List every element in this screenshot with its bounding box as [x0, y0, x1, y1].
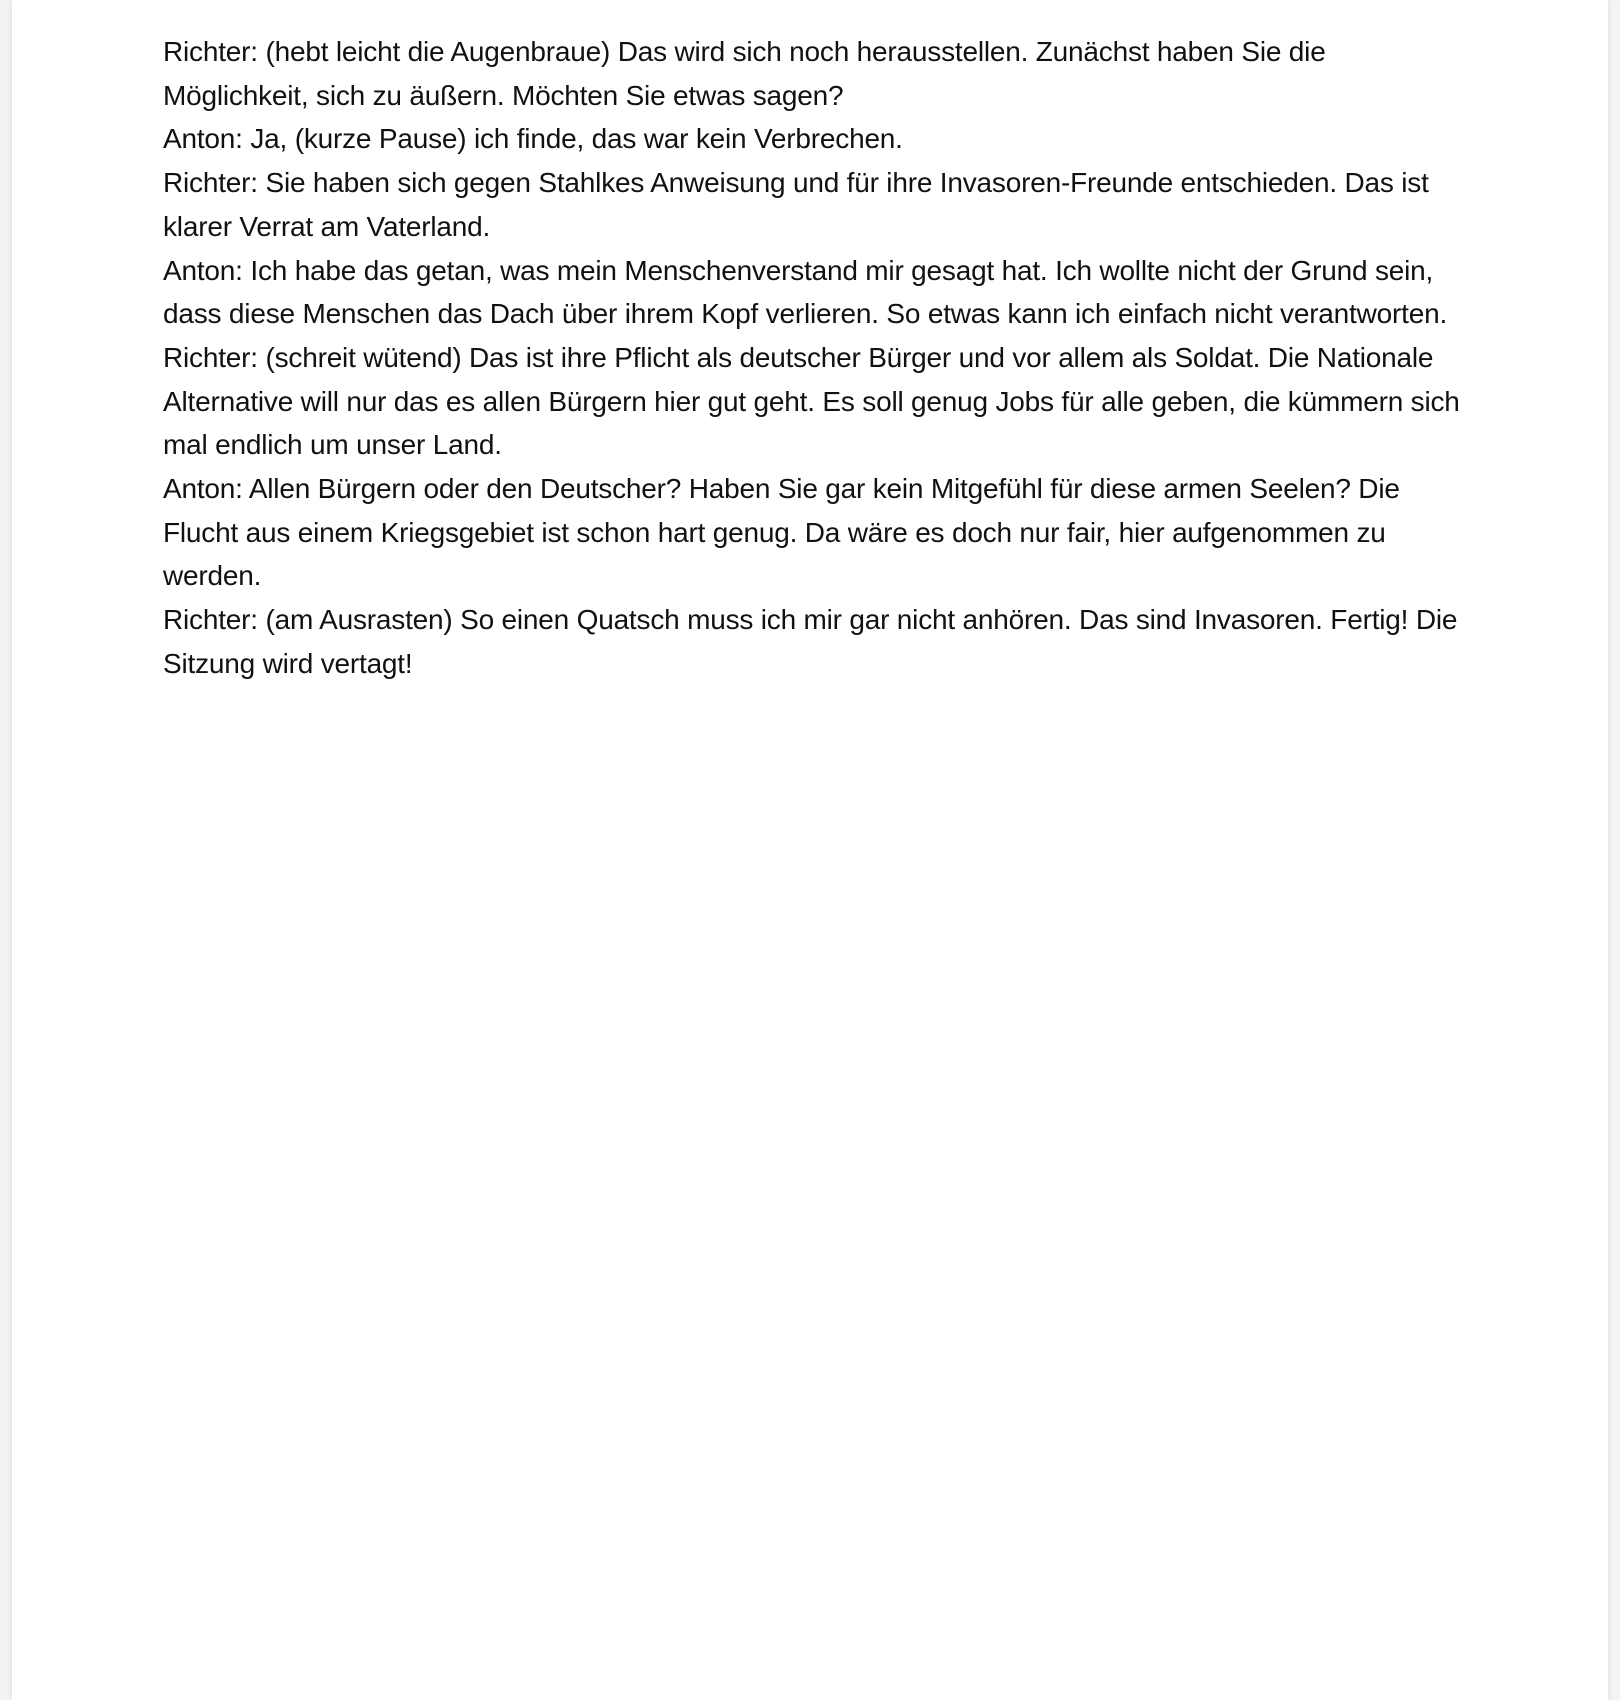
speaker-label: Richter: — [163, 604, 258, 636]
dialogue-line-7 — [163, 598, 1463, 685]
dialogue-line-1 — [163, 30, 1463, 117]
spoken-text: (hebt leicht die Augenbraue) Das wird sich noch herausstellen. Zunächst haben Sie die Möglichkeit, sich zu äußern. Möchten Sie etwas sagen? — [163, 36, 1326, 111]
dialogue-line-5 — [163, 336, 1463, 467]
speaker-label: Richter: — [163, 36, 258, 67]
document-page — [12, 0, 1608, 1700]
speaker-label: Anton: — [163, 254, 243, 286]
spoken-text: Ja, (kurze Pause) ich finde, das war kein Verbrechen. — [250, 123, 903, 155]
dialogue-line-4 — [163, 249, 1463, 336]
spoken-text: (am Ausrasten) So einen Quatsch muss ich mir gar nicht anhören. Das sind Invasoren. Fertig! Die Sitzung wird vertagt! — [163, 604, 1458, 679]
spoken-text: Allen Bürgern oder den Deutscher? Haben Sie gar kein Mitgefühl für diese armen Seelen? Die Flucht aus einem Kriegsgebiet ist schon hart genug. Da wäre es doch nur fair, hier aufgenommen zu werden. — [163, 473, 1400, 592]
spoken-text: Sie haben sich gegen Stahlkes Anweisung und für ihre Invasoren-Freunde entschieden. Das ist klarer Verrat am Vaterland. — [163, 167, 1429, 242]
dialogue-line-2 — [163, 117, 1463, 161]
speaker-label: Anton: — [163, 473, 243, 505]
dialogue-text — [163, 30, 1463, 686]
speaker-label: Anton: — [163, 123, 243, 155]
speaker-label: Richter: — [163, 167, 258, 199]
dialogue-line-3 — [163, 161, 1463, 248]
spoken-text: Ich habe das getan, was mein Menschenverstand mir gesagt hat. Ich wollte nicht der Grund sein, dass diese Menschen das Dach über ihrem Kopf verlieren. So etwas kann ich einfach nicht verantworten. — [163, 254, 1448, 330]
spoken-text: (schreit wütend) Das ist ihre Pflicht als deutscher Bürger und vor allem als Soldat. Die Nationale Alternative will nur das es allen Bürgern hier gut geht. Es soll genug Jobs für alle geben, die kümmern sich mal endlich um unser Land. — [163, 341, 1460, 461]
dialogue-line-6 — [163, 467, 1463, 598]
speaker-label: Richter: — [163, 341, 258, 373]
